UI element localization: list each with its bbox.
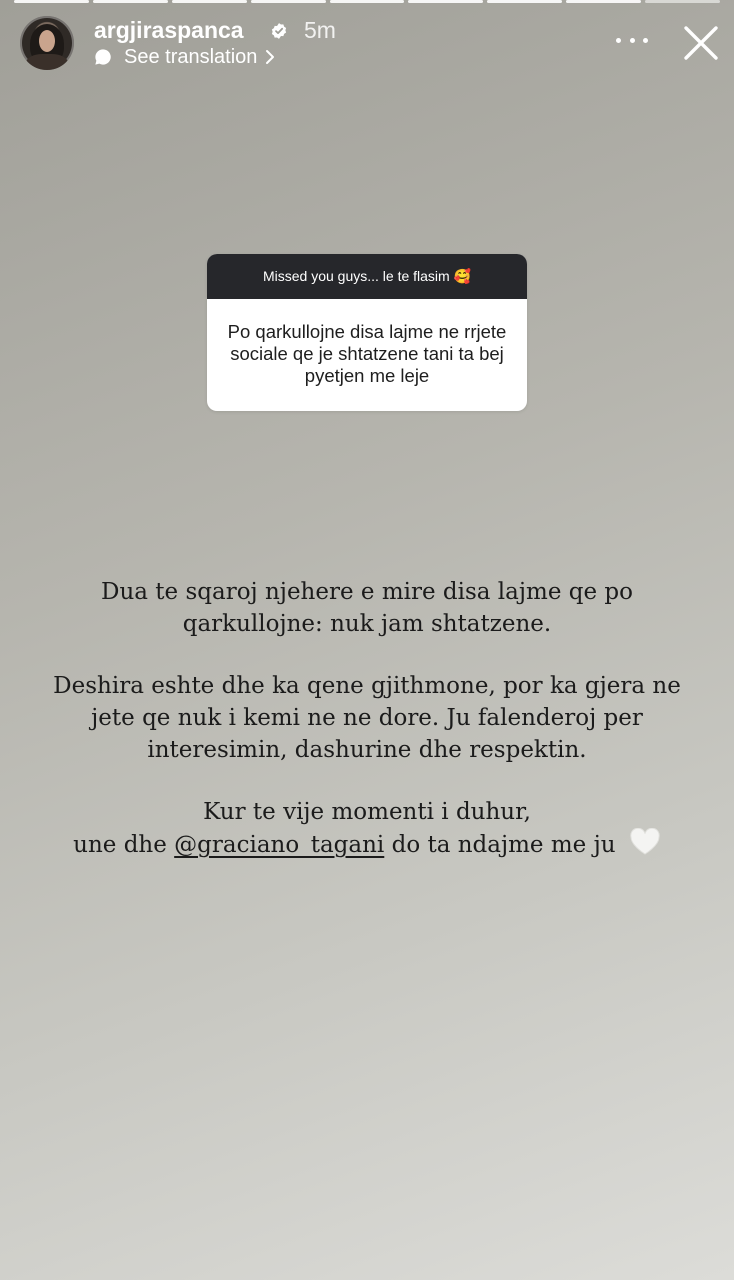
- see-translation-label: See translation: [124, 45, 258, 68]
- progress-segment: [408, 0, 483, 3]
- chevron-right-icon: [265, 49, 275, 65]
- caption-paragraph-3: [40, 796, 694, 861]
- progress-segment: [487, 0, 562, 3]
- caption-line: Kur te vije momenti i duhur,: [203, 799, 531, 825]
- progress-segment: [93, 0, 168, 3]
- caption-paragraph-1: Dua te sqaroj njehere e mire disa lajme qe po qarkullojne: nuk jam shtatzene.: [101, 579, 633, 637]
- question-answer: Po qarkullojne disa lajme ne rrjete sociale qe je shtatzene tani ta bej pyetjen me leje: [227, 321, 507, 386]
- speech-bubble-icon: [94, 48, 112, 66]
- progress-segment: [251, 0, 326, 3]
- caption-paragraph-2: Deshira eshte dhe ka qene gjithmone, por ka gjera ne jete qe nuk i kemi ne ne dore. Ju falenderoj per interesimin, dashurine dhe respektin.: [53, 673, 681, 763]
- avatar[interactable]: [20, 16, 74, 70]
- question-prompt: Missed you guys... le te flasim 🥰: [207, 254, 527, 299]
- progress-segment: [566, 0, 641, 3]
- white-heart-icon: [629, 828, 661, 856]
- progress-segment-current: [645, 0, 720, 3]
- close-icon[interactable]: [682, 24, 720, 62]
- story-progress-bar: [14, 0, 720, 4]
- more-options-button[interactable]: [616, 34, 648, 46]
- progress-segment: [330, 0, 405, 3]
- progress-segment: [14, 0, 89, 3]
- more-dots-icon: [616, 38, 621, 43]
- question-sticker: [207, 254, 527, 411]
- username[interactable]: argjiraspanca: [94, 17, 244, 43]
- verified-badge-icon: [270, 22, 288, 40]
- mention-link[interactable]: @graciano_tagani: [174, 832, 385, 858]
- time-ago: 5m: [304, 17, 336, 43]
- story-header: [20, 16, 720, 72]
- caption-text: do ta ndajme me ju: [384, 832, 616, 858]
- see-translation-link[interactable]: [94, 44, 275, 70]
- progress-segment: [172, 0, 247, 3]
- caption-text: une dhe: [73, 832, 175, 858]
- story-caption: [40, 576, 694, 891]
